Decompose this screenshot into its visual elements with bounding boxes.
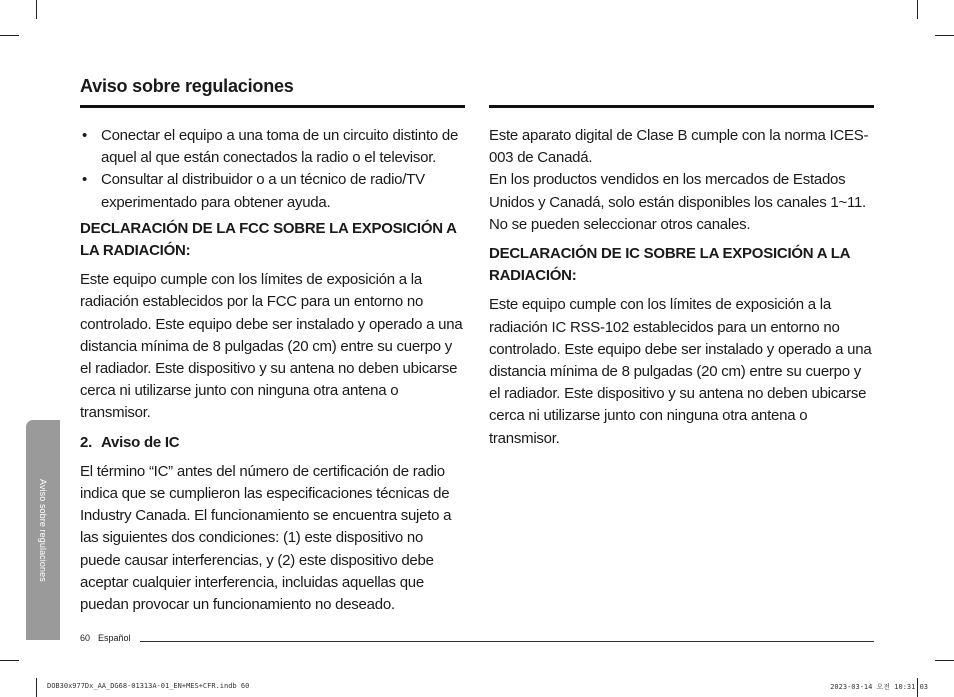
fcc-body: Este equipo cumple con los límites de exposición a la radiación establecidos por la FCC para un entorno no controlado. Este equipo debe ser instalado y operado a una distancia mínima de 8 pulgadas (20 cm) entre su cuerpo y el radiador. Este dispositivo y su antena no deben ubicarse cerca ni utilizarse junto con ninguna otra antena o transmisor. [80,271,463,422]
right-column [489,125,875,450]
page-number: 60 [80,633,91,643]
crop-mark [0,35,19,36]
crop-mark [36,678,37,697]
print-slug-file: DOB30x977Dx_AA_DG68-01313A-01_EN+MES+CFR.indb 60 [47,682,250,690]
side-tab-label-wrap [26,420,60,640]
list-item: • Consultar al distribuidor o a un técnico de radio/TV experimentado para obtener ayuda. [80,169,466,213]
left-column [80,125,466,616]
print-slug-timestamp: 2023-03-14 오전 10:31:03 [830,683,928,691]
page-footer [80,633,131,643]
channels-text: En los productos vendidos en los mercados de Estados Unidos y Canadá, solo están disponibles los canales 1~11. No se pueden seleccionar otros canales. [489,171,866,233]
crop-mark [0,660,19,661]
ic-body: El término “IC” antes del número de certificación de radio indica que se cumplieron las especificaciones técnicas de Industry Canada. El funcionamiento se encuentra sujeto a las siguientes dos condiciones: (1) este dispositivo no puede causar interferencias, y (2) este dispositivo debe aceptar cualquier interferencia, incluidas aquellas que puedan provocar un funcionamiento no deseado. [80,462,452,614]
header-rule-right [489,105,874,108]
header-rule-left [80,105,465,108]
section-number: 2. [80,433,93,451]
crop-mark [36,0,37,19]
section-heading [80,432,466,454]
ic-exposure-body: Este equipo cumple con los límites de exposición a la radiación IC RSS-102 establecidos para un entorno no controlado. Este equipo debe ser instalado y operado a una distancia mínima de 8 pulgadas (20 cm) entre su cuerpo y el radiador. Este dispositivo y su antena no deben ubicarse cerca ni utilizarse junto con ninguna otra antena o transmisor. [489,296,872,447]
crop-mark [917,0,918,19]
list-item: • Conectar el equipo a una toma de un circuito distinto de aquel al que están conectados la radio o el televisor. [80,125,466,169]
crop-mark [935,35,954,36]
ic-exposure-heading: DECLARACIÓN DE IC SOBRE LA EXPOSICIÓN A LA RADIACIÓN: [489,245,850,285]
footer-rule [140,641,874,642]
class-b-text: Este aparato digital de Clase B cumple con la norma ICES-003 de Canadá. [489,127,869,167]
fcc-heading: DECLARACIÓN DE LA FCC SOBRE LA EXPOSICIÓN A LA RADIACIÓN: [80,219,457,260]
section-title: Aviso de IC [101,433,180,451]
bullet-list [80,125,466,214]
page-title: Aviso sobre regulaciones [80,76,294,96]
side-tab-label: Aviso sobre regulaciones [38,478,48,582]
footer-language: Español [98,633,131,643]
crop-mark [935,660,954,661]
